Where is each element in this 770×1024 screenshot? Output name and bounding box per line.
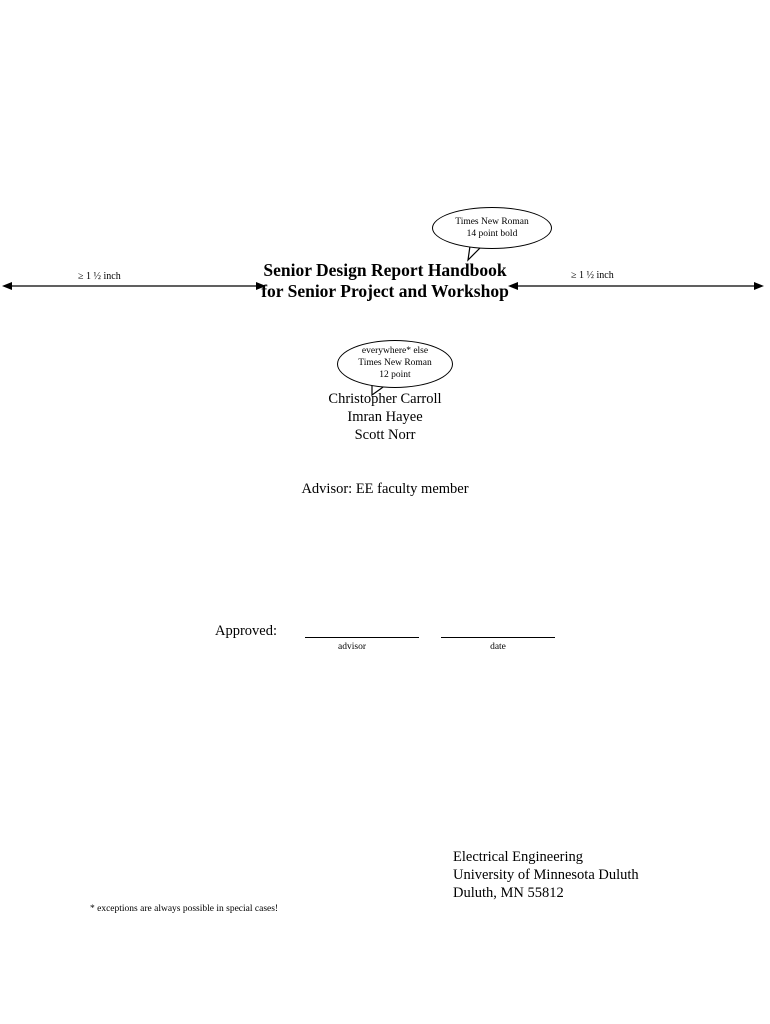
address-line: Duluth, MN 55812 [453,885,564,901]
address-line: Electrical Engineering [453,849,584,865]
date-signature-line [441,637,555,638]
author-name: Imran Hayee [347,409,423,425]
footnote: * exceptions are always possible in special cases! [90,904,279,914]
title-font-callout [432,207,552,249]
address-line: University of Minnesota Duluth [453,867,639,883]
report-subtitle: for Senior Project and Workshop [261,281,509,301]
callout-line: Times New Roman [358,358,432,368]
callout-line: Times New Roman [455,217,529,227]
department-address [453,848,639,902]
author-name: Christopher Carroll [328,391,442,407]
author-name: Scott Norr [354,427,416,443]
report-title: Senior Design Report Handbook [263,260,507,280]
date-caption: date [490,642,506,652]
left-margin-label: ≥ 1 ½ inch [78,271,121,282]
advisor-line: Advisor: EE faculty member [301,481,469,497]
right-margin-label: ≥ 1 ½ inch [571,270,614,281]
body-font-callout [337,340,453,388]
approved-label: Approved: [215,623,278,639]
callout-line: everywhere* else [361,346,429,356]
advisor-signature-line [305,637,419,638]
callout-line: 14 point bold [466,229,518,239]
advisor-caption: advisor [338,642,366,652]
author-list [0,390,770,444]
callout-line: 12 point [379,370,411,380]
